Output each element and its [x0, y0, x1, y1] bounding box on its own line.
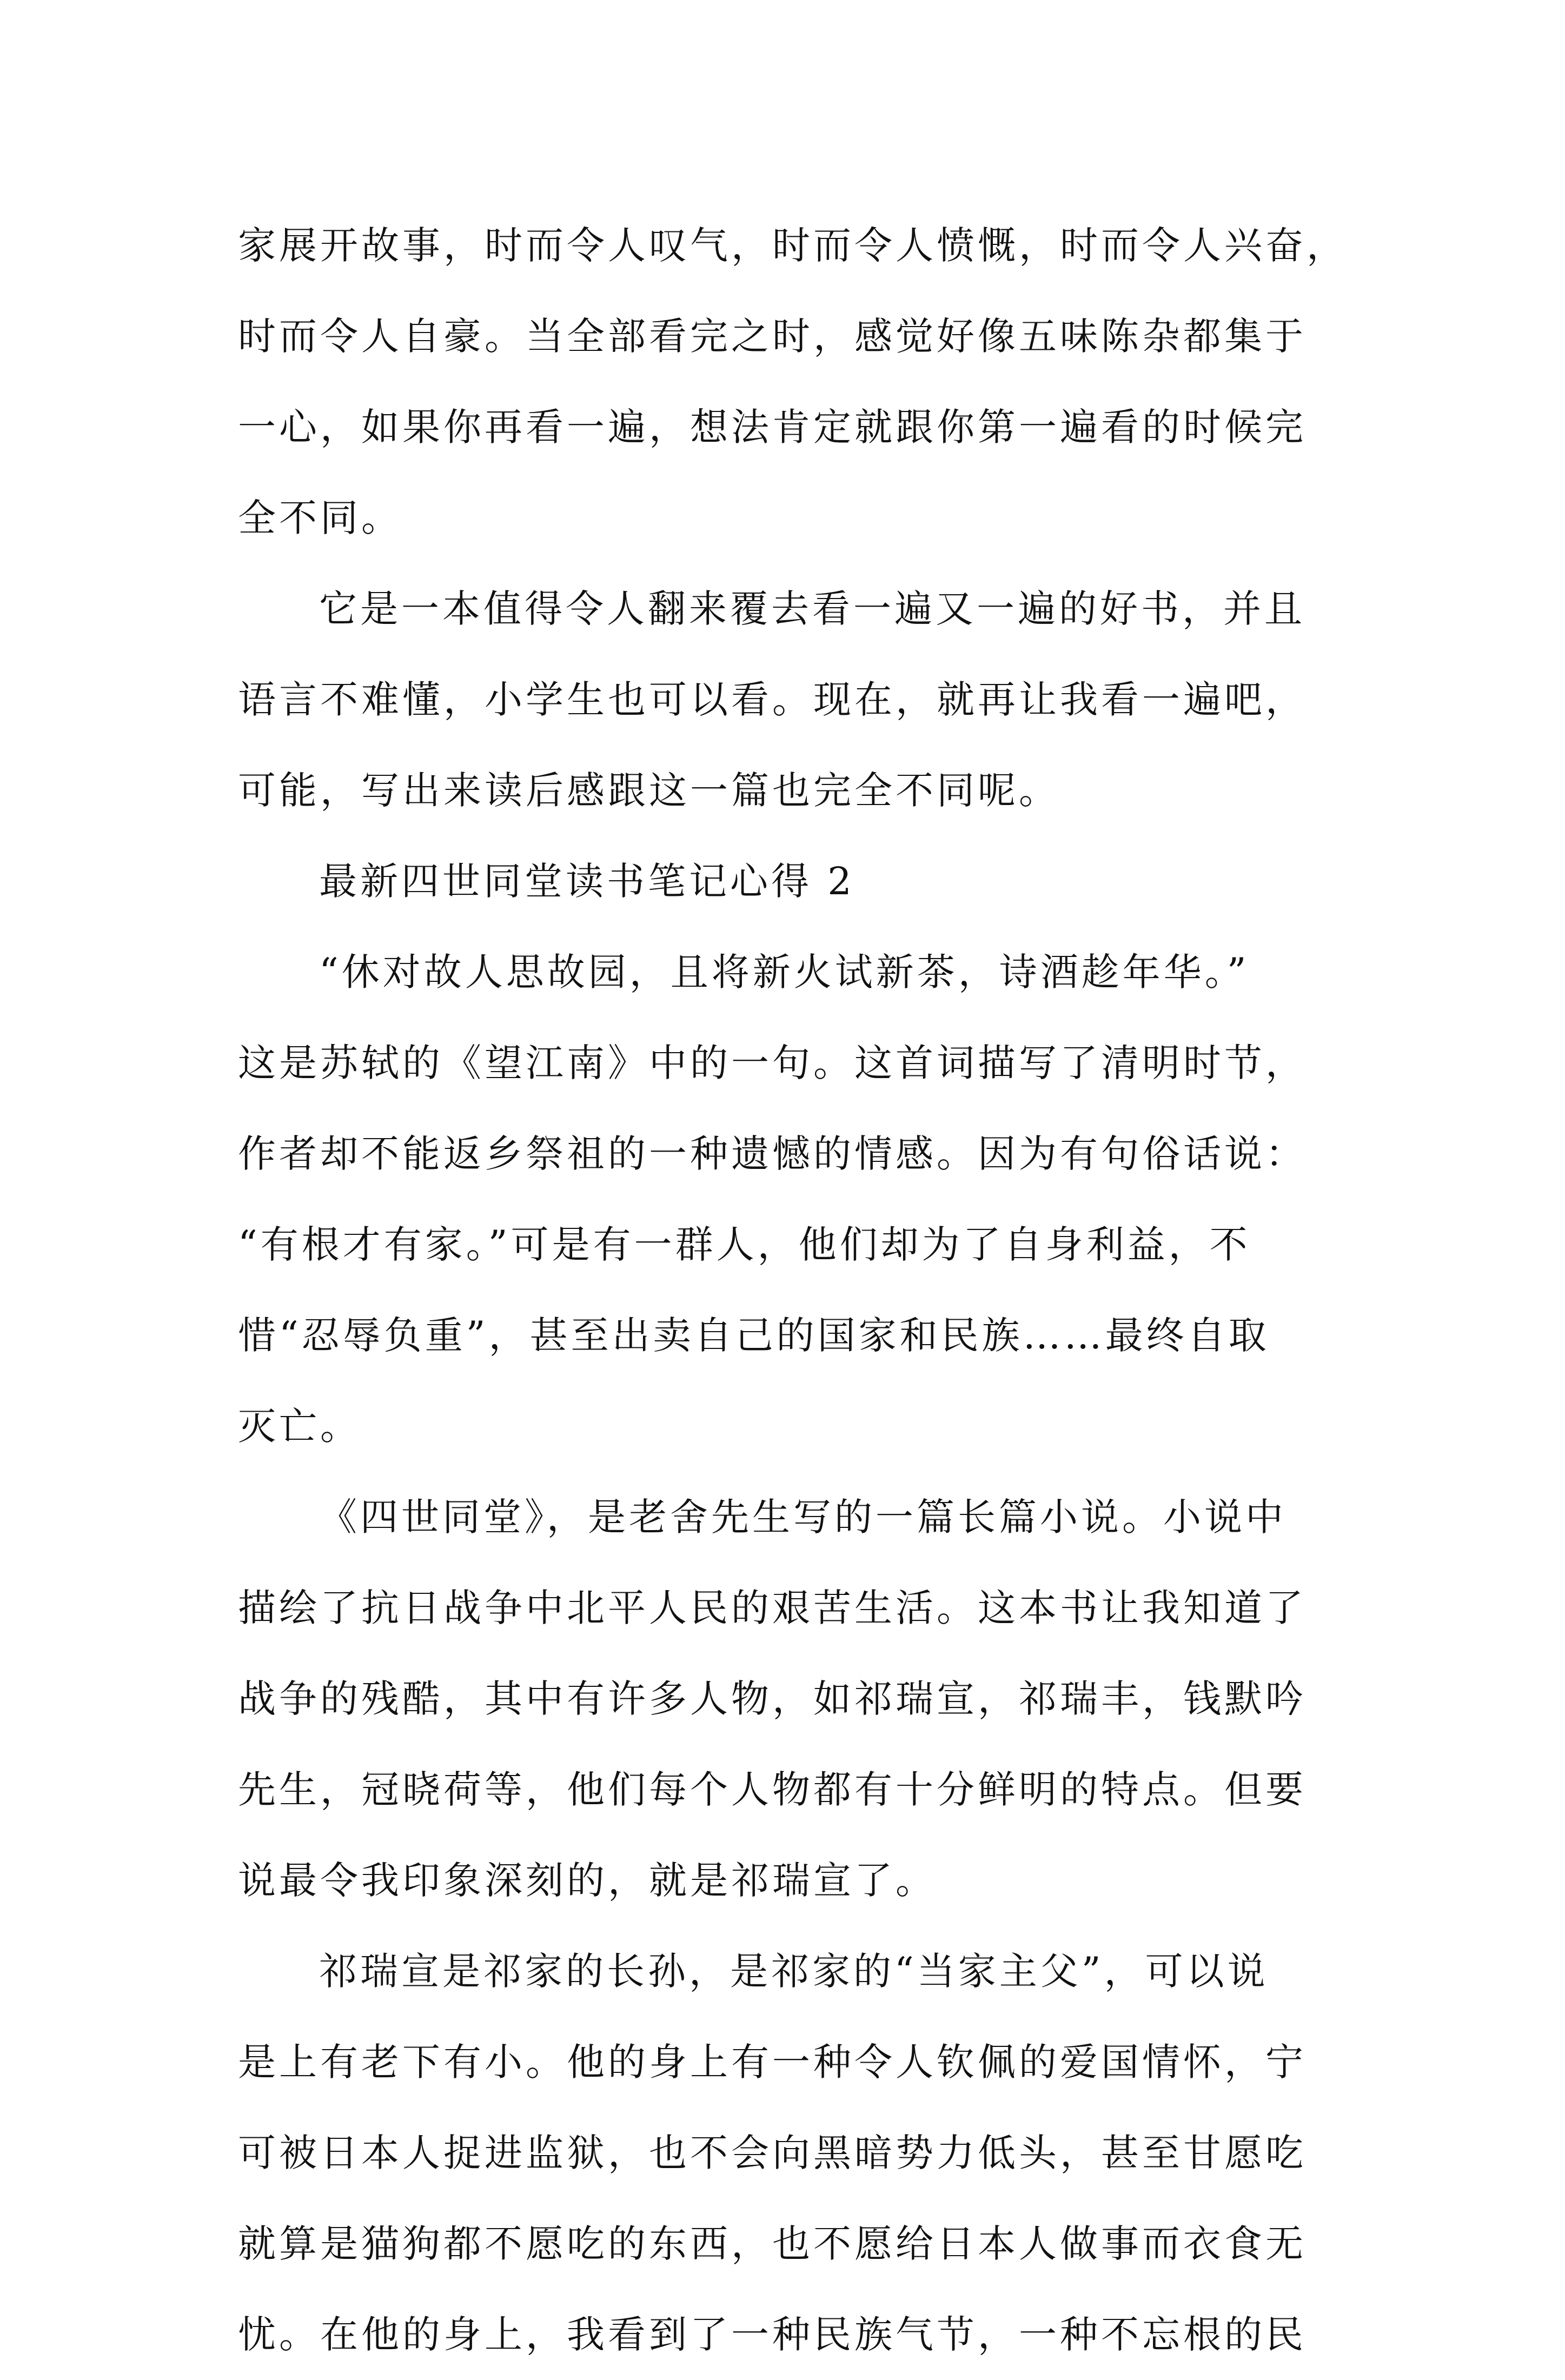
text-line: 作者却不能返乡祭祖的一种遗憾的情感。因为有句俗话说： [238, 1132, 1307, 1176]
text-line: 先生，冠晓荷等，他们每个人物都有十分鲜明的特点。但要 [238, 1767, 1307, 1812]
text-line: 语言不难懂，小学生也可以看。现在，就再让我看一遍吧， [238, 677, 1307, 722]
body-text [238, 200, 1348, 2380]
text-line: 说最令我印象深刻的，就是祁瑞宣了。 [238, 1858, 937, 1903]
text-line: 祁瑞宣是祁家的长孙，是祁家的“当家主父”，可以说 [319, 1949, 1269, 1993]
text-line: 就算是猫狗都不愿吃的东西，也不愿给日本人做事而衣食无 [238, 2222, 1307, 2266]
text-line: 家展开故事，时而令人叹气，时而令人愤慨，时而令人兴奋， [238, 223, 1348, 268]
text-line: 可能，写出来读后感跟这一篇也完全不同呢。 [238, 768, 1060, 813]
text-line: 战争的残酷，其中有许多人物，如祁瑞宣，祁瑞丰，钱默吟 [238, 1677, 1307, 1721]
text-line: 是上有老下有小。他的身上有一种令人钦佩的爱国情怀，宁 [238, 2040, 1307, 2084]
text-line: 忧。在他的身上，我看到了一种民族气节，一种不忘根的民 [238, 2312, 1307, 2357]
text-line: 灭亡。 [238, 1404, 361, 1448]
text-line: “有根才有家。”可是有一群人，他们却为了自身利益，不 [238, 1222, 1251, 1267]
text-line: 这是苏轼的《望江南》中的一句。这首词描写了清明时节， [238, 1041, 1307, 1085]
text-line: 可被日本人捉进监狱，也不会向黑暗势力低头，甚至甘愿吃 [238, 2131, 1307, 2175]
text-line: 《四世同堂》，是老舍先生写的一篇长篇小说。小说中 [319, 1495, 1287, 1539]
section-heading: 最新四世同堂读书笔记心得 2 [319, 859, 855, 903]
text-line: 描绘了抗日战争中北平人民的艰苦生活。这本书让我知道了 [238, 1586, 1307, 1630]
text-line: 惜“忍辱负重”，甚至出卖自己的国家和民族……最终自取 [238, 1313, 1270, 1358]
text-line: 它是一本值得令人翻来覆去看一遍又一遍的好书，并且 [319, 587, 1305, 631]
text-line: 全不同。 [238, 496, 402, 540]
text-line: “休对故人思故园，且将新火试新茶，诗酒趁年华。” [319, 950, 1250, 994]
text-line: 一心，如果你再看一遍，想法肯定就跟你第一遍看的时候完 [238, 405, 1307, 449]
text-line: 时而令人自豪。当全部看完之时，感觉好像五味陈杂都集于 [238, 314, 1307, 358]
